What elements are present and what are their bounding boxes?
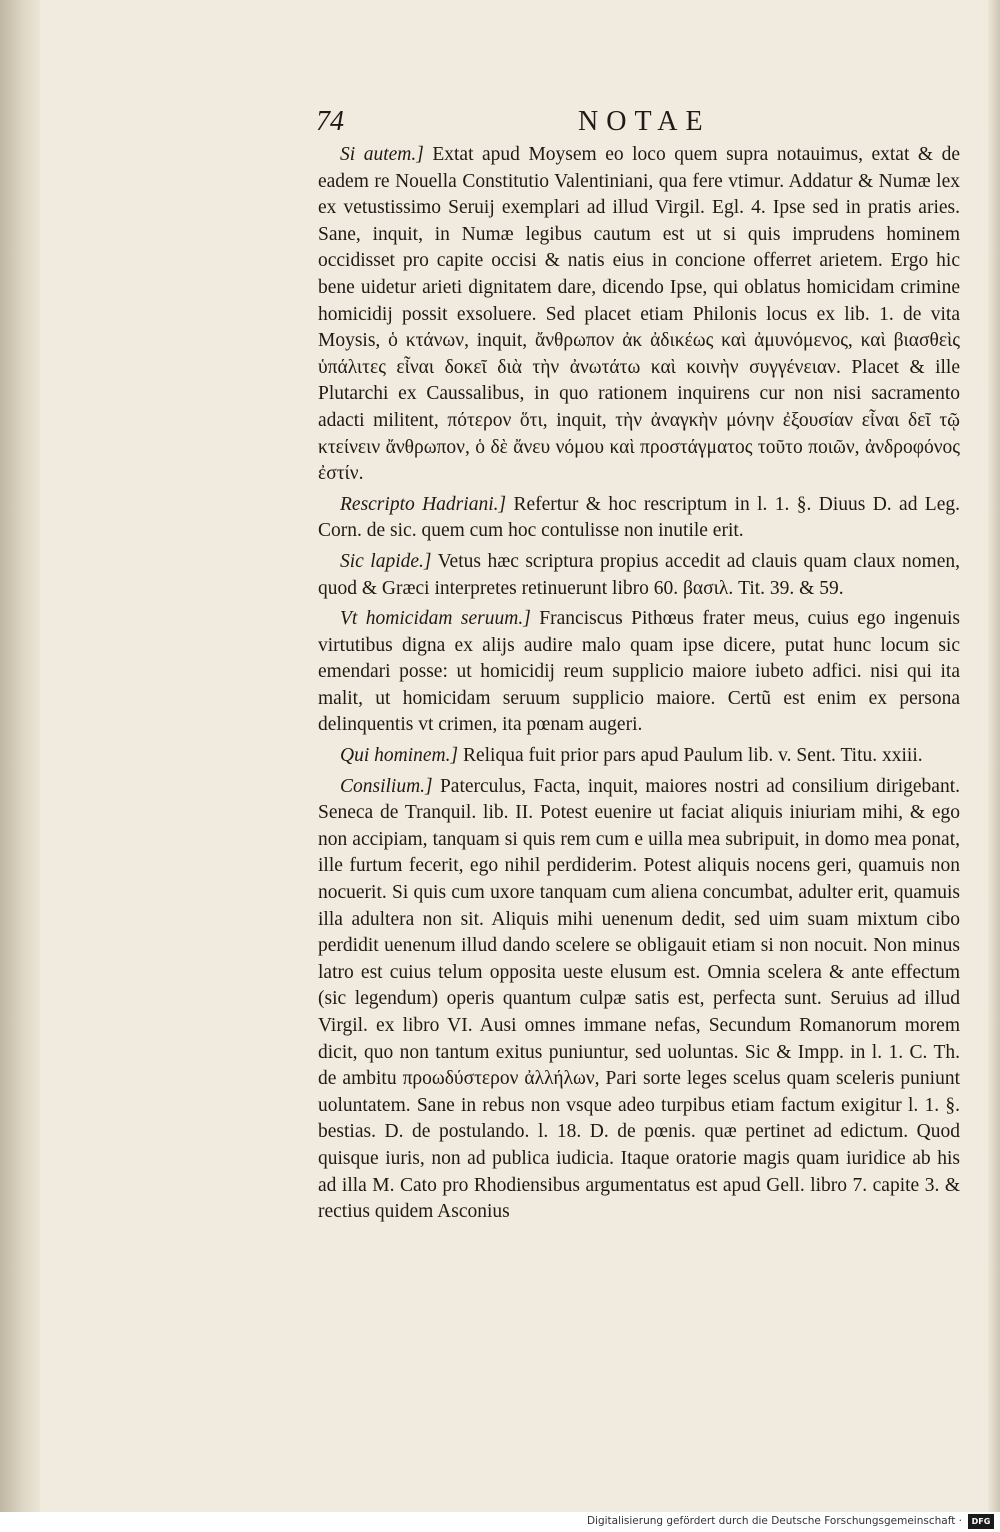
page-outer-edge (988, 0, 1000, 1512)
note-lemma: Consilium.] (340, 775, 433, 797)
note-lemma: Sic lapide.] (340, 550, 432, 572)
note-text: Vetus hæc scriptura propius accedit ad clauis quam claux nomen, quod & Græci interpretes retinuerunt libro 60. βασιλ. Tit. 39. & 59. (318, 550, 960, 599)
note-paragraph (318, 492, 960, 545)
note-paragraph (318, 743, 960, 770)
note-text: Extat apud Moysem eo loco quem supra notauimus, extat & de eadem re Nouella Constitutio Valentiniani, qua fere vtimur. Addatur & Numæ lex ex vetustissimo Seruij exemplari ad illud Virgil. Egl. 4. Ipse sed in pratis aries. Sane, inquit, in Numæ legibus cautum est ut si quis imprudens hominem occidisset pro capite occisi & natis eius in concione offerret arietem. Ergo hic bene uidetur arieti dignitatem dare, dicendo Ipse, qui oblatus homicidam crimine homicidij possit exsoluere. Sed placet etiam Philonis locus ex lib. 1. de vita Moysis, ὁ κτάνων, inquit, ἄνθρωπον ἀκ ἀδικέως καὶ ἀμυνόμενος, καὶ βιασθεὶς ὑπάλιτες εἶναι δοκεῖ διὰ τὴν ἀνωτάτω καὶ κοινὴν συγγένειαν. Placet & ille Plutarchi ex Caussalibus, in quo rationem inquirens cur non nisi sacramento adacti militent, πότερον ὅτι, inquit, τὴν ἀναγκὴν μόνην ἐξουσίαν εἶναι δεῖ τῷ κτείνειν ἄνθρωπον, ὁ δὲ ἄνευ νόμου καὶ προστάγματος τοῦτο ποιῶν, ἀνδροφόνος ἐστίν. (318, 144, 960, 485)
note-paragraph (318, 774, 960, 1226)
note-text: Refertur & hoc rescriptum in l. 1. §. Diuus D. ad Leg. Corn. de sic. quem cum hoc contulisse non inutile erit. (318, 493, 961, 542)
page-header (316, 106, 736, 140)
funding-credit: Digitalisierung gefördert durch die Deutsche Forschungsgemeinschaft · (586, 1515, 962, 1527)
note-lemma: Rescripto Hadriani.] (340, 493, 507, 515)
digitization-footer (0, 1512, 1000, 1532)
page-binding-edge (0, 0, 40, 1512)
note-lemma: Vt homicidam seruum.] (340, 608, 531, 630)
page-number: 74 (316, 106, 344, 137)
note-lemma: Si autem.] (340, 144, 424, 165)
note-lemma: Qui hominem.] (340, 745, 459, 767)
note-text: Paterculus, Facta, inquit, maiores nostri ad consilium dirigebant. Seneca de Tranquil. lib. II. Potest euenire ut faciat aliquis iniuriam mihi, & ego non accipiam, tanquam si quis rem cum e uilla mea subripuit, in domo mea ponat, ille furtum fecerit, ego nihil perdiderim. Potest aliquis nocens geri, quamuis non nocuerit. Si quis cum uxore tanquam cum aliena concumbat, adulter erit, quamuis illa adultera non sit. Aliquis mihi uenenum dedit, sed uim suam mixtum cibo perdidit uenenum illud dando scelere se obligauit etiam si non nocuit. Non minus latro est cuius telum opposita ueste elusum est. Omnia scelera & ante effectum (sic legendum) operis quantum culpæ satis est, perfecta sunt. Seruius ad illud Virgil. ex libro VI. Ausi omnes immane nefas, Secundum Romanorum morem dicit, quo non tantum exitus puniuntur, sed uoluntas. Sic & Impp. in l. 1. C. Th. de ambitu προωδύστερον ἀλλήλων, Pari sorte leges scelus quam sceleris puniunt uoluntatem. Sane in rebus non vsque adeo turpibus etiam factum exigitur l. 1. §. bestias. D. de postulando. l. 18. D. de pœnis. quæ pertinet ad edictum. Quod quisque iuris, non ad publica iudicia. Itaque oratorie magis quam iuridice ab his ad illa M. Cato pro Rhodiensibus argumentatus est apud Gell. libro 7. capite 3. & rectius quidem Asconius (318, 775, 960, 1223)
note-text: Franciscus Pithœus frater meus, cuius ego ingenuis virtutibus digna ex alijs audire malo quam ipse dicere, putat hunc locum sic emendari posse: ut homicidij reum supplicio maiore iubeto adfici. nisi qui ita malit, ut homicidam seruum supplicio maiore. Certũ est enim ex persona delinquentis vt crimen, ita pœnam augeri. (318, 608, 961, 736)
note-paragraph (318, 142, 960, 488)
note-paragraph (318, 549, 960, 602)
dfg-logo: DFG (968, 1514, 994, 1529)
note-paragraph (318, 606, 960, 739)
main-text (318, 142, 960, 1230)
note-text: Reliqua fuit prior pars apud Paulum lib. v. Sent. Titu. xxiii. (462, 745, 923, 767)
running-title: NOTAE (578, 106, 711, 137)
